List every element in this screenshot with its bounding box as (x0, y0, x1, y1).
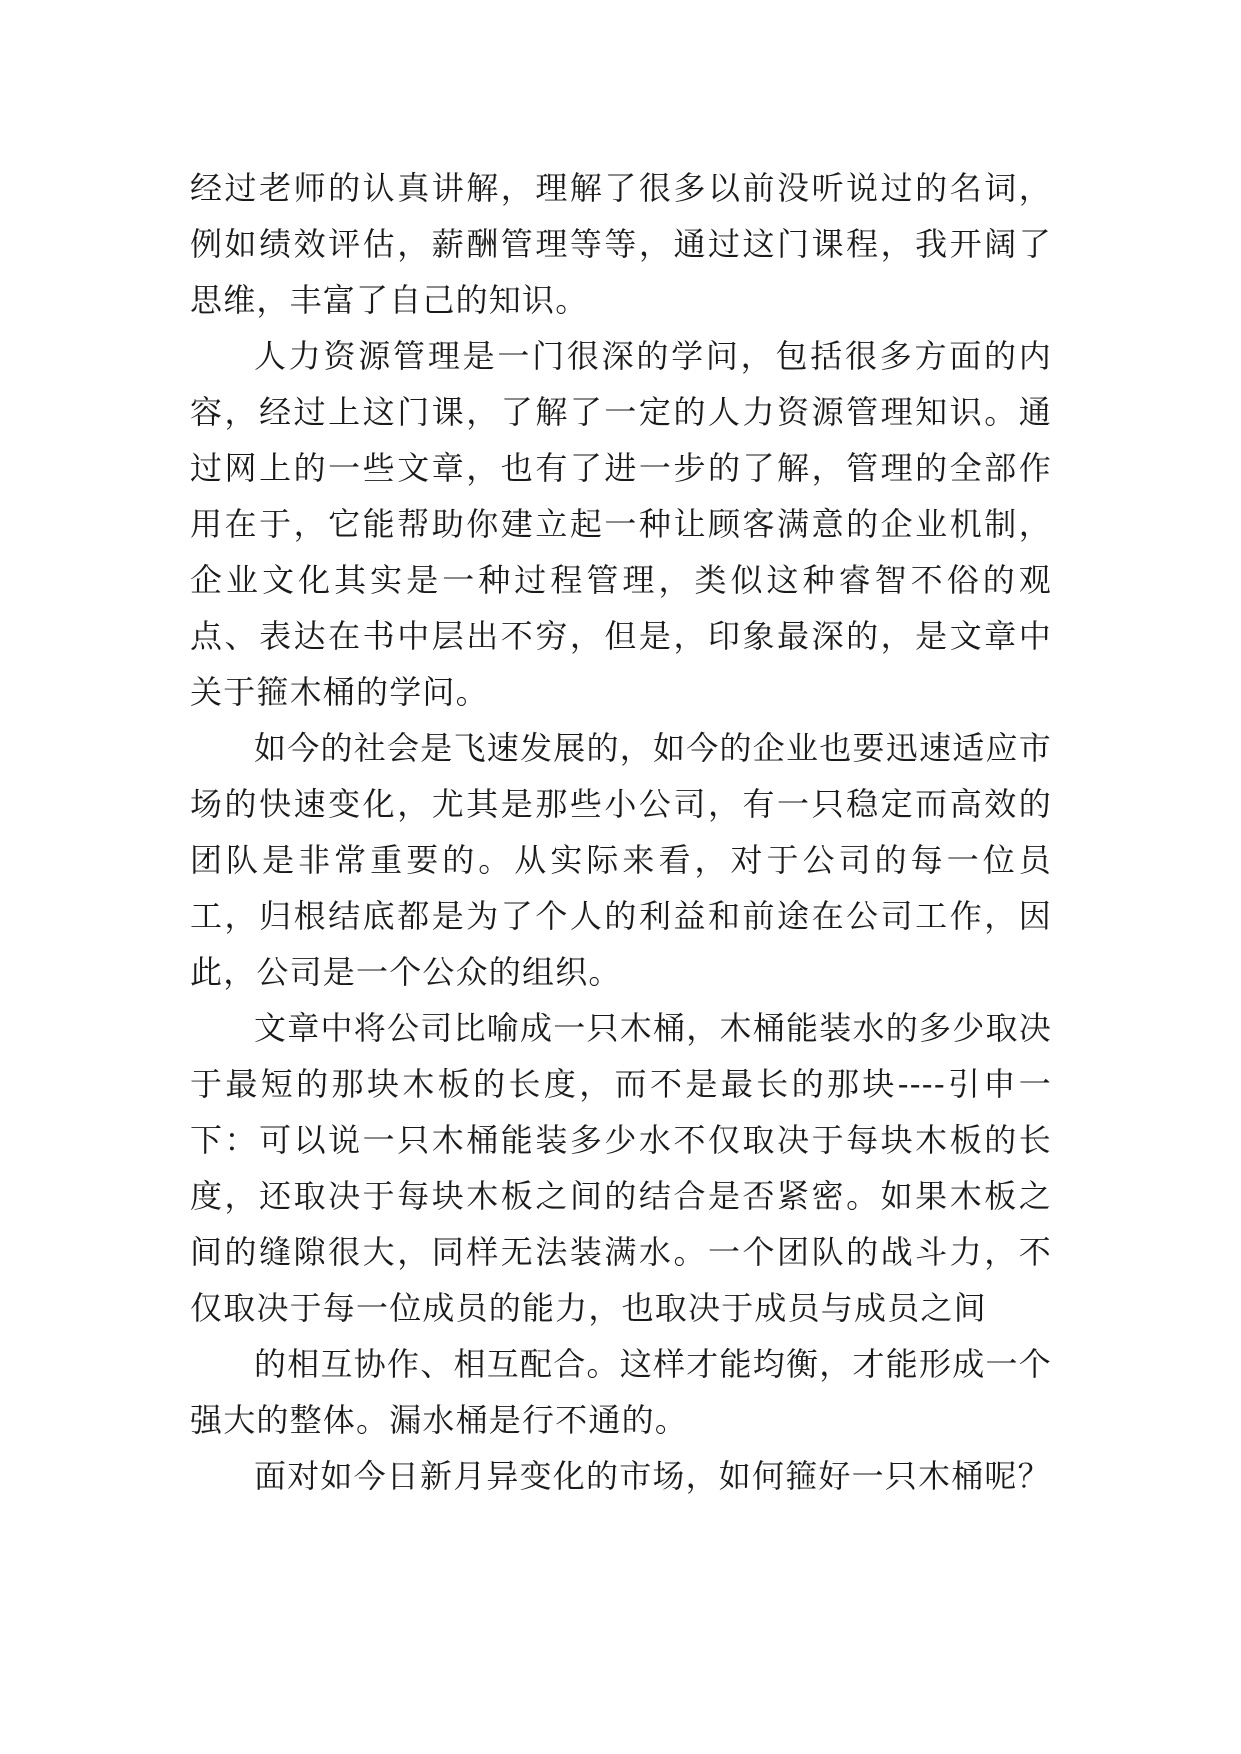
paragraph-6: 面对如今日新月异变化的市场，如何箍好一只木桶呢？ (254, 1457, 1051, 1495)
paragraph-3: 如今的社会是飞速发展的，如今的企业也要迅速适应市场的快速变化，尤其是那些小公司，有一只稳定而高效的团队是非常重要的。从实际来看，对于公司的每一位员工，归根结底都是为了个人的利益和前途在公司工作，因此，公司是一个公众的组织。 (190, 729, 1052, 991)
paragraph-5: 的相互协作、相互配合。这样才能均衡，才能形成一个强大的整体。漏水桶是行不通的。 (190, 1345, 1052, 1439)
paragraph-4: 文章中将公司比喻成一只木桶，木桶能装水的多少取决于最短的那块木板的长度，而不是最长的那块----引申一下：可以说一只木桶能装多少水不仅取决于每块木板的长度，还取决于每块木板之间的结合是否紧密。如果木板之间的缝隙很大，同样无法装满水。一个团队的战斗力，不仅取决于每一位成员的能力，也取决于成员与成员之间 (190, 1009, 1052, 1327)
document-body (190, 160, 1052, 1504)
paragraph-1: 经过老师的认真讲解，理解了很多以前没听说过的名词，例如绩效评估，薪酬管理等等，通过这门课程，我开阔了思维，丰富了自己的知识。 (190, 169, 1052, 319)
paragraph-2: 人力资源管理是一门很深的学问，包括很多方面的内容，经过上这门课，了解了一定的人力资源管理知识。通过网上的一些文章，也有了进一步的了解，管理的全部作用在于，它能帮助你建立起一种让顾客满意的企业机制，企业文化其实是一种过程管理，类似这种睿智不俗的观点、表达在书中层出不穷，但是，印象最深的，是文章中关于箍木桶的学问。 (190, 337, 1052, 711)
